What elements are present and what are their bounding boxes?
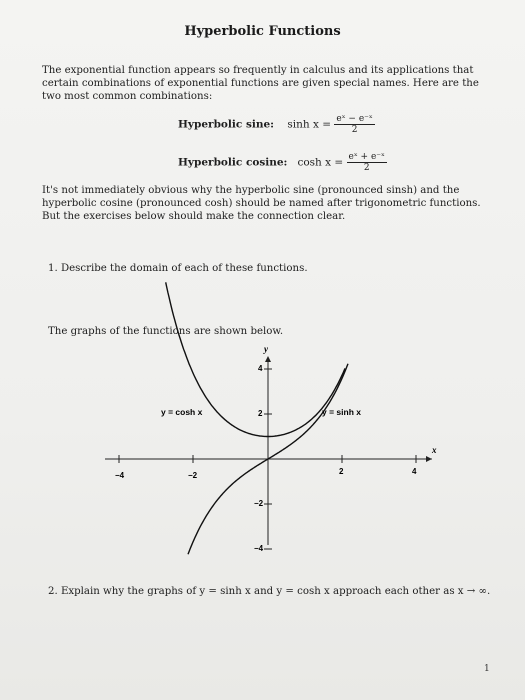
x-tick-neg2: −2: [188, 471, 198, 480]
cosh-lhs: cosh x =: [297, 156, 344, 169]
x-tick-neg4: −4: [115, 471, 125, 480]
page-number: 1: [484, 664, 490, 674]
x-tick-2: 2: [339, 467, 344, 476]
explanation-paragraph: It's not immediately obvious why the hyperbolic sine (pronounced sinsh) and the hyperbolic cosine (pronounced cosh) should be named after trigonometric functions. But the exercises below should make the connection clear.: [42, 185, 481, 222]
y-axis-arrow: [265, 356, 271, 362]
y-tick-2: 2: [258, 409, 263, 418]
sinh-curve-label: y = sinh x: [322, 407, 361, 417]
x-axis-label: x: [432, 445, 437, 455]
x-tick-4: 4: [412, 467, 417, 476]
y-tick-neg4: −4: [254, 544, 264, 553]
sinh-numerator: eˣ − e⁻ˣ: [336, 114, 373, 124]
question-1: 1. Describe the domain of each of these functions.: [48, 263, 308, 274]
cosh-numerator: eˣ + e⁻ˣ: [348, 152, 385, 162]
y-tick-neg2: −2: [254, 499, 264, 508]
sinh-lhs: sinh x =: [287, 118, 332, 131]
y-tick-4: 4: [258, 364, 263, 373]
x-axis-arrow: [426, 456, 432, 462]
cosh-denominator: 2: [363, 163, 370, 173]
y-axis-label: y: [264, 344, 268, 354]
sinh-denominator: 2: [351, 125, 358, 135]
cosh-curve-label: y = cosh x: [161, 407, 203, 417]
cosh-label: Hyperbolic cosine:: [178, 156, 288, 169]
sinh-label: Hyperbolic sine:: [178, 118, 275, 131]
intro-paragraph: The exponential function appears so frequently in calculus and its applications that certain combinations of exponential functions are given special names. Here are the two most common combinations:: [42, 65, 479, 102]
graph-intro: The graphs of the functions are shown below.: [48, 326, 284, 337]
question-2: 2. Explain why the graphs of y = sinh x and y = cosh x approach each other as x → ∞.: [48, 586, 491, 597]
page-title: Hyperbolic Functions: [184, 24, 341, 39]
